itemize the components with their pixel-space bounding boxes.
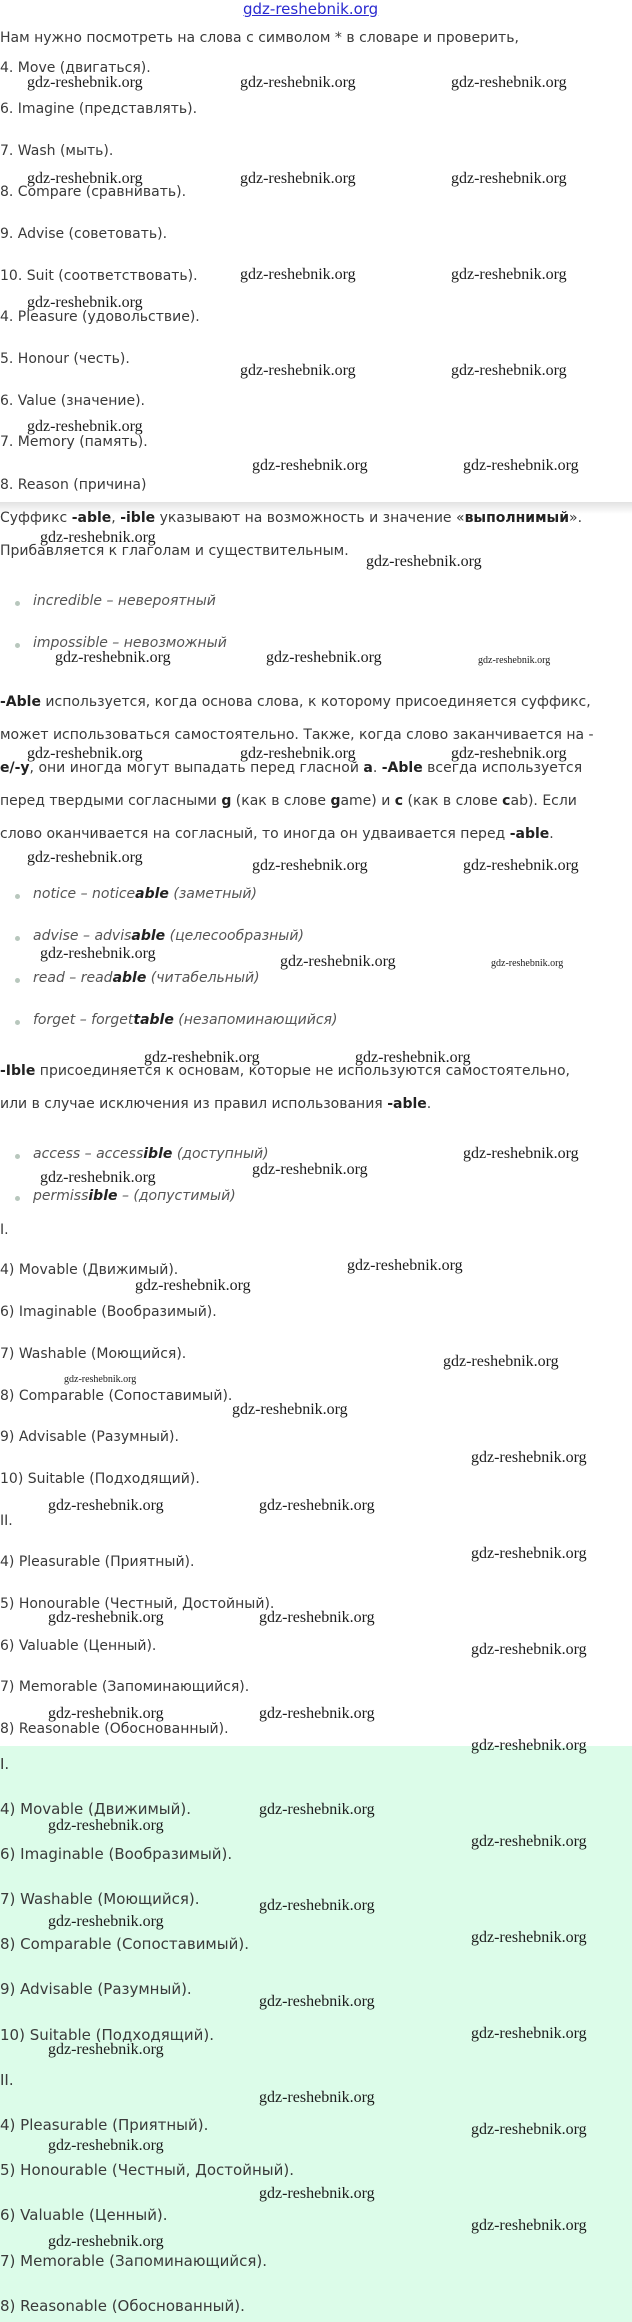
watermark: gdz-reshebnik.org xyxy=(471,1833,587,1850)
watermark: gdz-reshebnik.org xyxy=(27,294,143,311)
answer-item: 6) Valuable (Ценный). xyxy=(0,1638,157,1654)
watermark: gdz-reshebnik.org xyxy=(40,529,156,546)
watermark: gdz-reshebnik.org xyxy=(463,1145,579,1162)
watermark: gdz-reshebnik.org xyxy=(48,1913,164,1930)
suffix-highlight: table xyxy=(133,1012,174,1028)
watermark: gdz-reshebnik.org xyxy=(443,1353,559,1370)
watermark: gdz-reshebnik.org xyxy=(240,745,356,762)
suffix-highlight: able xyxy=(131,928,166,944)
example-item xyxy=(33,1188,236,1204)
watermark: gdz-reshebnik.org xyxy=(471,2217,587,2234)
text-fragment: Суффикс xyxy=(0,510,72,526)
example-item xyxy=(33,1012,337,1028)
watermark: gdz-reshebnik.org xyxy=(259,1801,375,1818)
watermark: gdz-reshebnik.org xyxy=(40,1169,156,1186)
watermark: gdz-reshebnik.org xyxy=(471,1737,587,1754)
section-label: II. xyxy=(0,1513,13,1529)
watermark: gdz-reshebnik.org xyxy=(27,849,143,866)
watermark: gdz-reshebnik.org xyxy=(27,170,143,187)
watermark: gdz-reshebnik.org xyxy=(48,2041,164,2058)
word-item: 9. Advise (советовать). xyxy=(0,226,168,242)
answer-item: 5) Honourable (Честный, Достойный). xyxy=(0,2161,294,2179)
watermark: gdz-reshebnik.org xyxy=(48,1497,164,1514)
word-item: 8. Reason (причина) xyxy=(0,477,147,493)
watermark: gdz-reshebnik.org xyxy=(240,362,356,379)
bullet-icon xyxy=(15,1196,20,1201)
text-fragment: присоединяется к основам, которые не используются самостоятельно, xyxy=(35,1063,570,1079)
letter-bold: c xyxy=(394,793,404,809)
text-fragment: – (допустимый) xyxy=(117,1188,236,1204)
watermark: gdz-reshebnik.org xyxy=(27,745,143,762)
text-fragment: или в случае исключения из правил использования xyxy=(0,1096,388,1112)
bullet-icon xyxy=(15,1154,20,1159)
suffix-able: -able xyxy=(71,510,112,526)
text-fragment: (незапоминающийся) xyxy=(173,1012,338,1028)
suffix-highlight: able xyxy=(112,970,147,986)
answer-item: 10) Suitable (Подходящий). xyxy=(0,1471,200,1487)
watermark: gdz-reshebnik.org xyxy=(463,857,579,874)
answer-item: 4) Pleasurable (Приятный). xyxy=(0,1554,195,1570)
answer-item: 10) Suitable (Подходящий). xyxy=(0,2026,215,2044)
text-fragment: forget – forget xyxy=(33,1012,134,1028)
answer-item: 6) Imaginable (Вообразимый). xyxy=(0,1304,217,1320)
text-fragment: , они иногда могут выпадать перед гласной xyxy=(29,760,364,776)
letter-bold: c xyxy=(502,793,511,809)
watermark: gdz-reshebnik.org xyxy=(240,170,356,187)
watermark: gdz-reshebnik.org xyxy=(48,1609,164,1626)
bullet-icon xyxy=(15,601,20,606)
word-item: 7. Memory (память). xyxy=(0,434,148,450)
watermark: gdz-reshebnik.org xyxy=(252,457,368,474)
bullet-icon xyxy=(15,978,20,983)
answer-item: 6) Imaginable (Вообразимый). xyxy=(0,1845,233,1863)
watermark: gdz-reshebnik.org xyxy=(252,1161,368,1178)
answer-item: 8) Reasonable (Обоснованный). xyxy=(0,1721,229,1737)
text-fragment: ab). Если xyxy=(510,793,577,809)
watermark: gdz-reshebnik.org xyxy=(252,857,368,874)
watermark: gdz-reshebnik.org xyxy=(451,74,567,91)
example-item xyxy=(33,1146,269,1162)
watermark: gdz-reshebnik.org xyxy=(259,1897,375,1914)
text-fragment: (целесообразный) xyxy=(165,928,304,944)
watermark: gdz-reshebnik.org xyxy=(259,1497,375,1514)
text-fragment: используется, когда основа слова, к которому присоединяется суффикс, xyxy=(40,694,591,710)
section-label: II. xyxy=(0,2071,14,2089)
watermark: gdz-reshebnik.org xyxy=(471,1929,587,1946)
watermark: gdz-reshebnik.org xyxy=(27,74,143,91)
word-item: 4. Pleasure (удовольствие). xyxy=(0,309,200,325)
watermark: gdz-reshebnik.org xyxy=(451,170,567,187)
text-fragment: , xyxy=(111,510,121,526)
text-fragment: слово оканчивается на согласный, то иногда он удваивается перед xyxy=(0,826,510,842)
watermark: gdz-reshebnik.org xyxy=(471,1545,587,1562)
text-fragment: notice – notice xyxy=(33,886,136,902)
watermark: gdz-reshebnik.org xyxy=(48,1705,164,1722)
able-rule-line xyxy=(0,826,554,842)
text-fragment: (заметный) xyxy=(168,886,257,902)
answer-item: 4) Movable (Движимый). xyxy=(0,1800,191,1818)
text-fragment: (читабельный) xyxy=(146,970,260,986)
watermark: gdz-reshebnik.org xyxy=(27,418,143,435)
suffix-ible: -ible xyxy=(120,510,156,526)
bullet-icon xyxy=(15,1020,20,1025)
bullet-icon xyxy=(15,936,20,941)
example-item: incredible – невероятный xyxy=(33,593,216,609)
text-fragment: (как в слове xyxy=(403,793,503,809)
answer-item: 5) Honourable (Честный, Достойный). xyxy=(0,1596,275,1612)
watermark: gdz-reshebnik.org xyxy=(366,553,482,570)
watermark: gdz-reshebnik.org xyxy=(259,1705,375,1722)
bullet-icon xyxy=(15,894,20,899)
text-fragment: read – read xyxy=(33,970,113,986)
suffix-usage: Прибавляется к глаголам и существительным. xyxy=(0,543,349,559)
suffix-able: -able xyxy=(387,1096,427,1112)
text-fragment: access – access xyxy=(33,1146,144,1162)
answer-item: 8) Reasonable (Обоснованный). xyxy=(0,2297,245,2315)
word-item: 6. Imagine (представлять). xyxy=(0,101,198,117)
watermark: gdz-reshebnik.org xyxy=(259,1609,375,1626)
watermark: gdz-reshebnik.org xyxy=(451,266,567,283)
watermark: gdz-reshebnik.org xyxy=(478,655,551,666)
watermark: gdz-reshebnik.org xyxy=(471,2025,587,2042)
watermark: gdz-reshebnik.org xyxy=(259,1993,375,2010)
watermark: gdz-reshebnik.org xyxy=(64,1374,137,1385)
suffix-able: -able xyxy=(509,826,550,842)
word-item: 4. Move (двигаться). xyxy=(0,60,151,76)
answer-item: 8) Comparable (Сопоставимый). xyxy=(0,1935,249,1953)
watermark: gdz-reshebnik.org xyxy=(240,266,356,283)
watermark: gdz-reshebnik.org xyxy=(259,2089,375,2106)
ending-bold: e/-y xyxy=(0,760,30,776)
watermark: gdz-reshebnik.org xyxy=(135,1277,251,1294)
watermark: gdz-reshebnik.org xyxy=(280,953,396,970)
answer-item: 4) Movable (Движимый). xyxy=(0,1262,179,1278)
suffix-able: -Able xyxy=(381,760,423,776)
watermark: gdz-reshebnik.org xyxy=(347,1257,463,1274)
answer-item: 6) Valuable (Ценный). xyxy=(0,2206,168,2224)
intro-text: Нам нужно посмотреть на слова с символом * в словаре и проверить, xyxy=(0,30,519,46)
answer-item: 9) Advisable (Разумный). xyxy=(0,1429,179,1445)
text-fragment: ». xyxy=(569,510,583,526)
able-rule-line xyxy=(0,793,577,809)
answer-item: 7) Washable (Моющийся). xyxy=(0,1346,187,1362)
text-fragment: (доступный) xyxy=(172,1146,269,1162)
answer-item: 8) Comparable (Сопоставимый). xyxy=(0,1388,233,1404)
section-label: I. xyxy=(0,1222,9,1238)
meaning-bold: выполнимый xyxy=(464,510,570,526)
watermark: gdz-reshebnik.org xyxy=(55,649,171,666)
watermark: gdz-reshebnik.org xyxy=(232,1401,348,1418)
text-fragment: указывают на возможность и значение « xyxy=(155,510,465,526)
word-item: 6. Value (значение). xyxy=(0,393,146,409)
example-item: impossible – невозможный xyxy=(33,635,227,651)
text-fragment: . xyxy=(426,1096,432,1112)
letter-bold: g xyxy=(330,793,341,809)
text-fragment: (как в слове xyxy=(231,793,331,809)
word-item: 10. Suit (соответствовать). xyxy=(0,268,198,284)
section-label: I. xyxy=(0,1755,10,1773)
watermark: gdz-reshebnik.org xyxy=(463,457,579,474)
suffix-highlight: able xyxy=(135,886,169,902)
text-fragment: перед твердыми согласными xyxy=(0,793,222,809)
able-rule-line xyxy=(0,694,591,710)
watermark: gdz-reshebnik.org xyxy=(48,2233,164,2250)
word-item: 7. Wash (мыть). xyxy=(0,143,114,159)
ible-rule-line xyxy=(0,1096,431,1112)
suffix-definition xyxy=(0,510,582,526)
example-item xyxy=(33,886,257,902)
answer-item: 7) Washable (Моющийся). xyxy=(0,1890,200,1908)
watermark: gdz-reshebnik.org xyxy=(451,745,567,762)
word-item: 5. Honour (честь). xyxy=(0,351,130,367)
suffix-highlight: ible xyxy=(143,1146,173,1162)
answer-item: 7) Memorable (Запоминающийся). xyxy=(0,2252,268,2270)
watermark: gdz-reshebnik.org xyxy=(355,1049,471,1066)
watermark: gdz-reshebnik.org xyxy=(471,1641,587,1658)
watermark: gdz-reshebnik.org xyxy=(451,362,567,379)
watermark: gdz-reshebnik.org xyxy=(144,1049,260,1066)
watermark: gdz-reshebnik.org xyxy=(266,649,382,666)
example-item xyxy=(33,970,260,986)
watermark: gdz-reshebnik.org xyxy=(40,945,156,962)
watermark: gdz-reshebnik.org xyxy=(240,74,356,91)
letter-bold: a xyxy=(363,760,373,776)
letter-bold: g xyxy=(221,793,232,809)
bullet-icon xyxy=(15,643,20,648)
watermark: gdz-reshebnik.org xyxy=(471,1449,587,1466)
watermark: gdz-reshebnik.org xyxy=(48,2137,164,2154)
answer-item: 7) Memorable (Запоминающийся). xyxy=(0,1679,250,1695)
answer-item: 4) Pleasurable (Приятный). xyxy=(0,2116,209,2134)
suffix-highlight: ible xyxy=(88,1188,118,1204)
site-logo[interactable]: gdz-reshebnik.org xyxy=(243,0,379,18)
text-fragment: advise – advis xyxy=(33,928,132,944)
text-fragment: ame) и xyxy=(340,793,395,809)
suffix-ible: -Ible xyxy=(0,1063,36,1079)
example-item xyxy=(33,928,304,944)
watermark: gdz-reshebnik.org xyxy=(491,958,564,969)
able-rule-line: может использоваться самостоятельно. Также, когда слово заканчивается на - xyxy=(0,727,594,743)
watermark: gdz-reshebnik.org xyxy=(471,2121,587,2138)
watermark: gdz-reshebnik.org xyxy=(48,1817,164,1834)
text-fragment: . xyxy=(372,760,382,776)
suffix-able: -Able xyxy=(0,694,41,710)
ible-rule-line xyxy=(0,1063,570,1079)
word-item: 8. Compare (сравнивать). xyxy=(0,184,187,200)
text-fragment: . xyxy=(549,826,554,842)
answer-item: 9) Advisable (Разумный). xyxy=(0,1980,192,1998)
text-fragment: всегда используется xyxy=(422,760,583,776)
text-fragment: permiss xyxy=(33,1188,89,1204)
watermark: gdz-reshebnik.org xyxy=(259,2185,375,2202)
